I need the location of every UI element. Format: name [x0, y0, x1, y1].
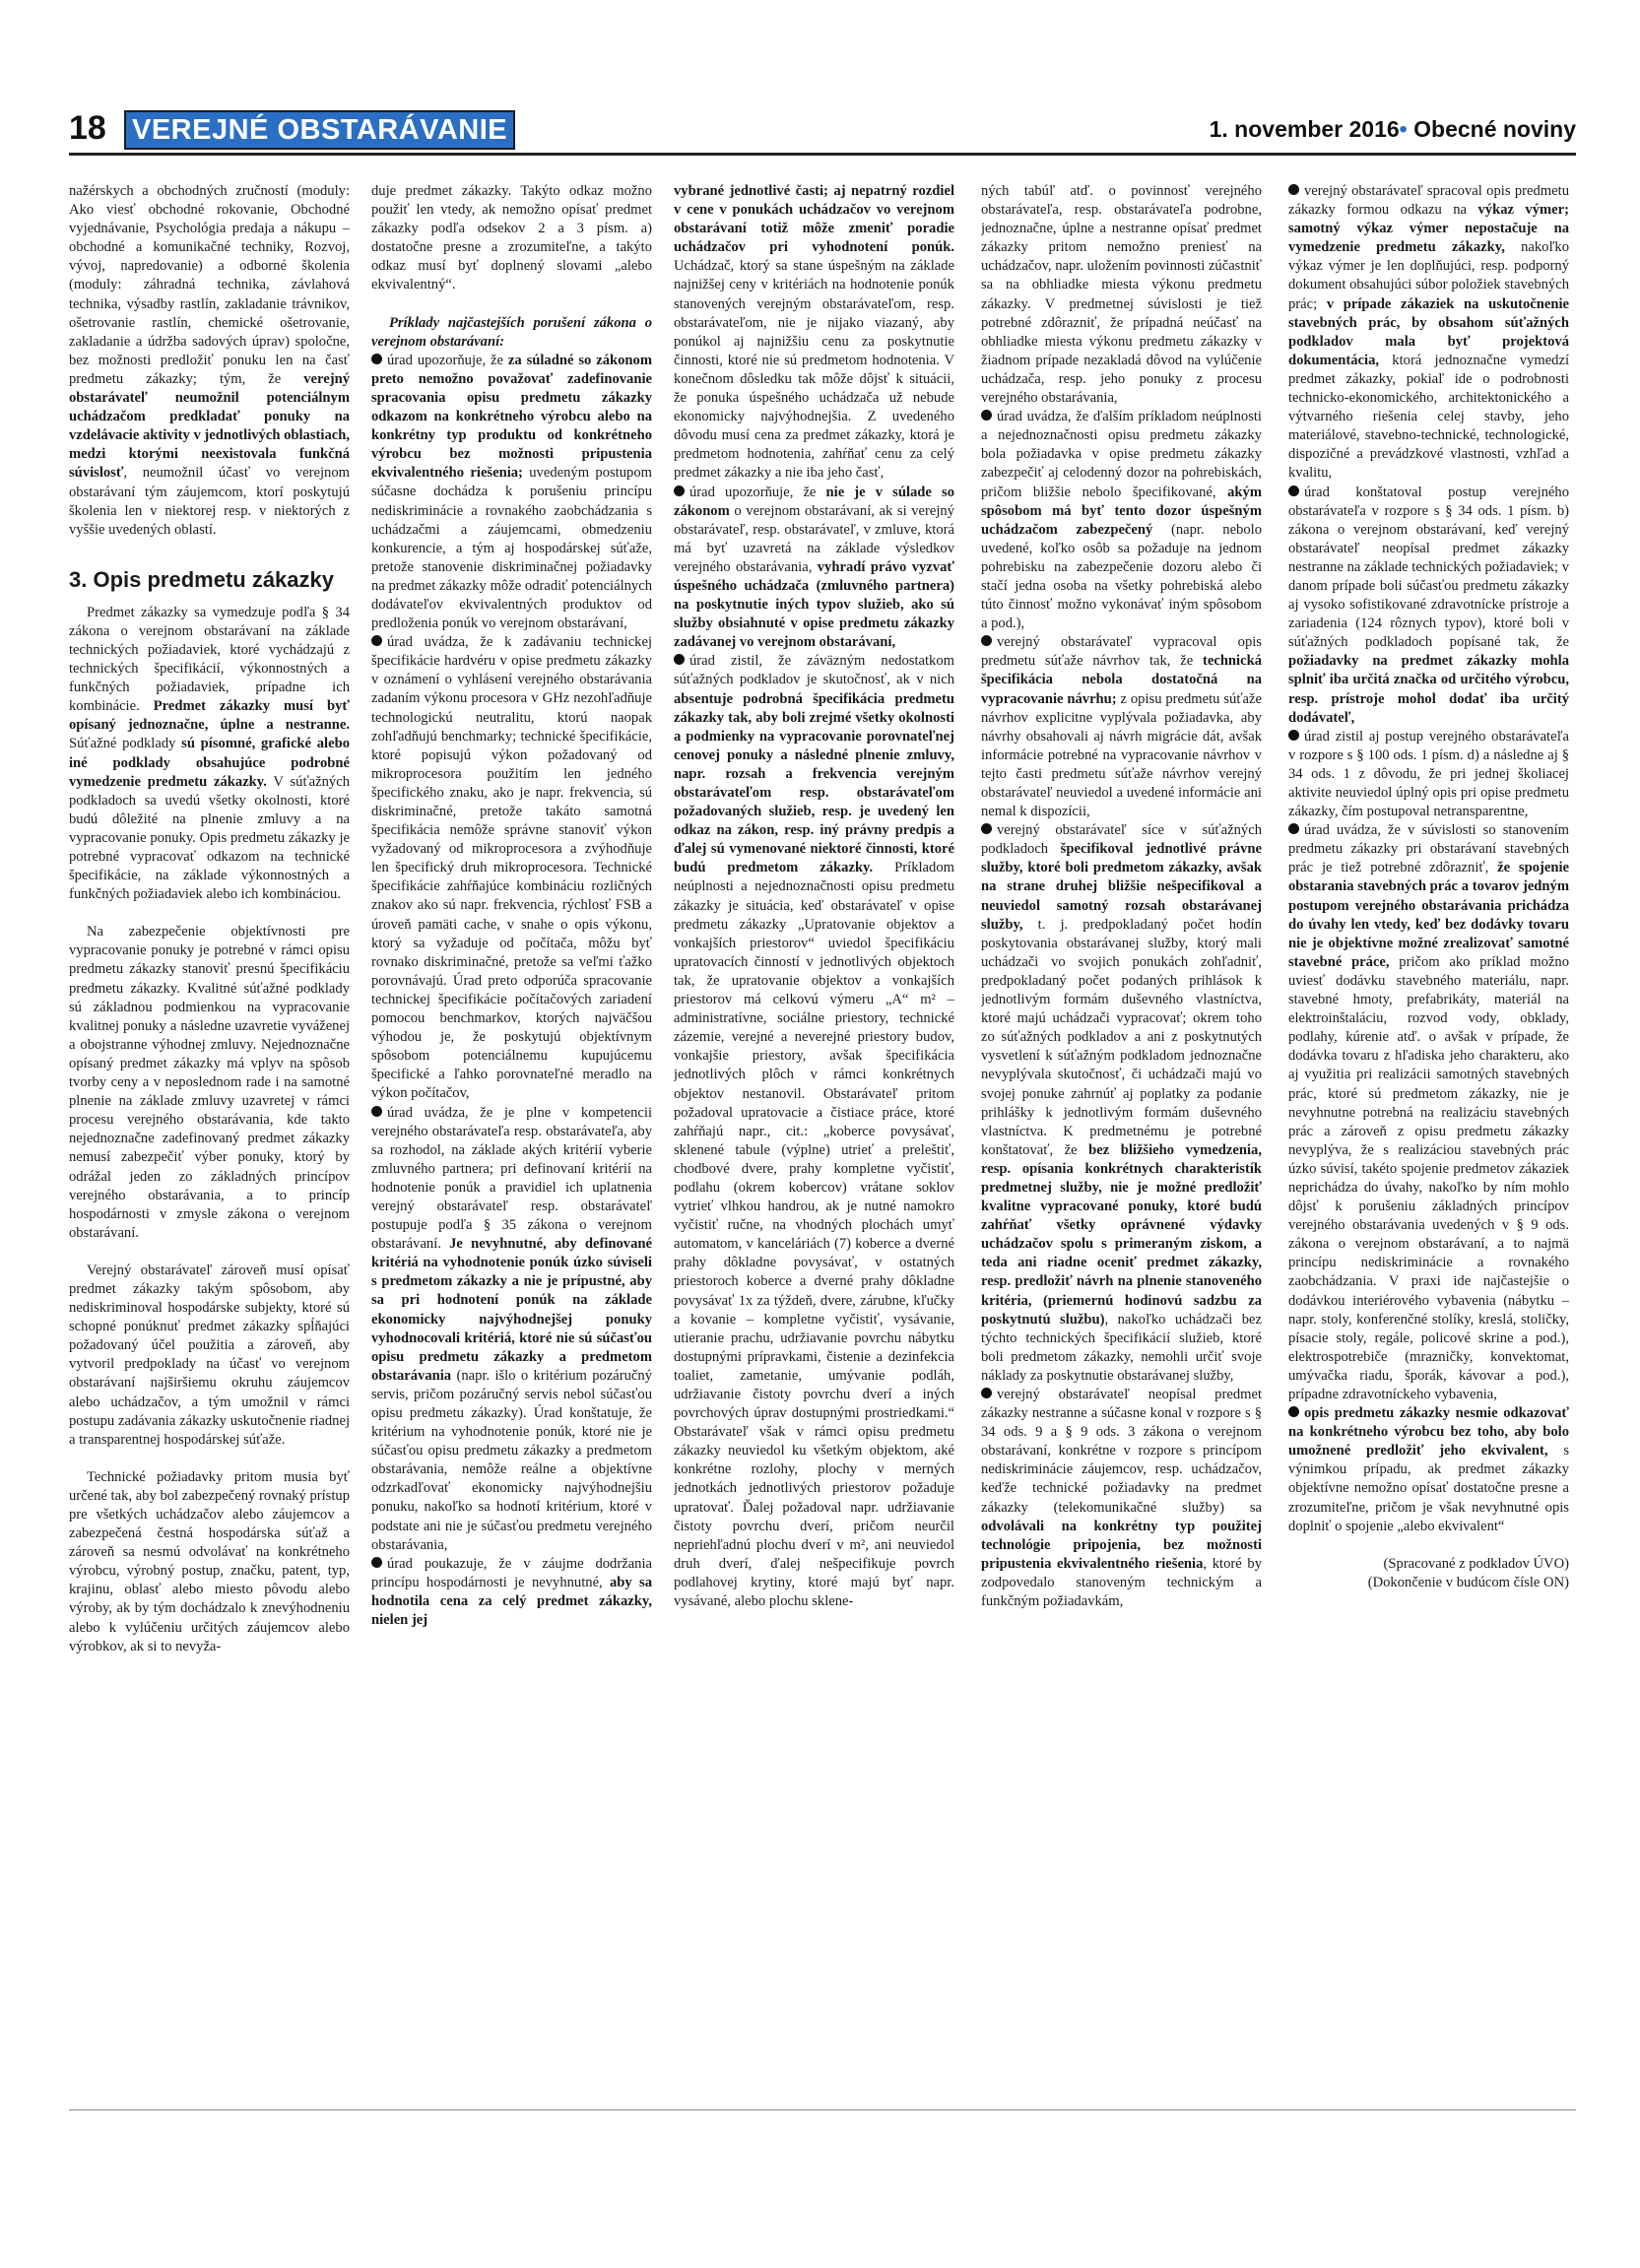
bullet-icon: [371, 635, 382, 646]
bullet-paragraph: úrad upozorňuje, že za súladné so zákonom preto nemožno považovať zadefinovanie spracovania opisu predmetu zákazky odkazom na konkrétneho výrobcu alebo na konkrétny typ produktu od konkrétneho výrobcu bez možnosti pripustenia ekvivalentného riešenia; uvedeným postupom súčasne dochádza k porušeniu princípu nediskriminácie a rovnakého zaobchádzania s uchádzačmi a záujemcami, obmedzeniu konkurencie, a tým aj hospodárskej súťaže, pretože stanovenie diskriminačnej požiadavky na predmet zákazky môže odradiť potenciálnych dodávateľov ekvivalentných produktov od predloženia ponúk vo verejnom obstarávaní,: [371, 352, 652, 632]
subheading: 3. Opis predmetu zákazky: [69, 566, 334, 592]
bullet-icon: [371, 1106, 382, 1117]
bullet-icon: [1288, 730, 1299, 741]
article-column-2: [371, 182, 652, 2103]
publication-name: Obecné noviny: [1413, 116, 1576, 142]
bullet-paragraph: verejný obstarávateľ vypracoval opis predmetu súťaže návrhov tak, že technická špecifikácia nebola dostatočná na vypracovanie návrhu; z opisu predmetu súťaže návrhov explicitne vyplývala požiadavka, aby návrhy obsahovali aj návrh migrácie dát, avšak informácie potrebné na vypracovanie návrhov v tejto časti predmetu súťaže návrhov verejný obstarávateľ neuviedol a uvedené informácie ani nemal k dispozícii,: [981, 634, 1262, 820]
bullet-paragraph: úrad uvádza, že ďalším príkladom neúplnosti a nejednoznačnosti opisu predmetu zákazky bola požiadavka v opise predmetu zákazky zabezpečiť aj celodenný dozor na pohrebiskách, pričom bližšie nebolo špecifikované, akým spôsobom má byť tento dozor úspešným uchádzačom zabezpečený (napr. nebolo uvedené, koľko osôb sa požaduje na jednom pohrebisku na zabezpečenie dozoru alebo či stačí jedna osoba na všetky pohrebiská alebo túto činnosť možno vykonávať iným spôsobom a pod.),: [981, 409, 1262, 632]
footer-rule: [69, 2109, 1576, 2110]
bullet-paragraph: úrad uvádza, že v súvislosti so stanovením predmetu zákazky pri obstarávaní stavebných prác je tiež potrebné zdôrazniť, že spojenie obstarania stavebných prác a tovarov jedným postupom verejného obstarávania prichádza do úvahy len vtedy, keď bez dodávky tovaru nie je objektívne možné zrealizovať samotné stavebné práce, pričom ako príklad možno uviesť dodávku stavebného materiálu, napr. stavebné hmoty, prefabrikáty, materiál na elektroinštaláciu, rozvod vody, obklady, podlahy, kúrenie atď. o avšak v prípade, že dodávka tovaru z hľadiska jeho charakteru, ako aj využitia pri realizácii samotných stavebných prác, ktoré sú predmetom zákazky, nie je nevyhnutne potrebná na realizáciu stavebných prác a zároveň z opisu predmetu zákazky nevyplýva, že s realizáciou stavebných prác úzko súvisí, takéto spojenie predmetov zákaziek neprichádza do úvahy, nakoľko by ním mohlo dôjsť k porušeniu základných princípov verejného obstarávania uvedených v § 9 ods. zákona o verejnom obstarávaní, a to najmä princípu nediskriminácie a rovnakého zaobchádzania. V praxi ide najčastejšie o dodávkou interiérového vybavenia (nábytku – napr. stoly, konferenčné stolíky, kreslá, stoličky, písacie stoly, regále, policové skrine a pod.), elektrospotrebiče (mrazničky, konvektomat, umývačka riadu, šporák, kávovar a pod.), prípadne zdravotníckeho vybavenia,: [1288, 822, 1569, 1402]
bullet-paragraph: úrad zistil aj postup verejného obstarávateľa v rozpore s § 100 ods. 1 písm. d) a následne aj § 34 ods. 1 z dôvodu, že pri jednej školiacej aktivite neuviedol úplný opis pri opise predmetu zákazky, čím postupoval netransparentne,: [1288, 728, 1569, 820]
paragraph: nažérskych a obchodných zručností (moduly: Ako viesť obchodné rokovanie, Obchodné vyjednávanie, Psychológia predaja a nákupu – obchodné a komunikačné techniky, Rozvoj, vývoj, napredovanie) a odborné školenia (moduly: záhradná technika, závlahová technika, výsadby rastlín, zakladanie trávnikov, ošetrovanie rastlín, chemické ošetrovanie, zakladanie a údržba sadových úprav) spoločne, bez možnosti predložiť ponuku len na časť predmetu zákazky; tým, že verejný obstarávateľ neumožnil potenciálnym uchádzačom predkladať ponuky na vzdelávacie aktivity v jednotlivých oblastiach, medzi ktorými neexistovala funkčná súvislosť, neumožnil účasť vo verejnom obstarávaní tým záujemcom, ktorí poskytujú školenia len v niektorej resp. v niektorých z vyššie uvedených oblastí.: [69, 183, 350, 538]
bullet-paragraph: verejný obstarávateľ síce v súťažných podkladoch špecifikoval jednotlivé právne služby, ktoré boli predmetom zákazky, avšak na strane druhej bližšie nešpecifikoval a neuviedol samotný rozsah obstarávanej služby, t. j. predpokladaný počet hodín poskytovania obstarávanej služby, ktorý mali uchádzači vo svojich ponukách zohľadniť, predpokladaný počet podaných prihlások k jednotlivým formám duševného vlastníctva, ktoré majú uchádzači vypracovať; okrem toho zo súťažných podkladov a ani z poskytnutých vysvetlení k súťažným podkladom jednoznačne nevyplývala skutočnosť, či uchádzači majú vo svojej ponuke zahrnúť aj poplatky za podanie prihlášky k jednotlivým formám duševného vlastníctva. K predmetnému je potrebné konštatovať, že bez bližšieho vymedzenia, resp. opísania konkrétnych charakteristík predmetnej služby, nie je možné predložiť kvalitne vypracované ponuky, ktoré budú zahŕňať všetky oprávnené výdavky uchádzačov spolu s primeraným ziskom, a teda ani riadne oceniť predmet zákazky, resp. predložiť návrh na plnenie stanoveného kritéria, (priemernú hodinovú sadzbu za poskytnutú službu), nakoľko uchádzači bez týchto technických špecifikácií služieb, ktoré boli predmetom zákazky, nemohli určiť svoje náklady za poskytnutie obstarávanej služby,: [981, 822, 1262, 1384]
issue-date: 1. november 2016: [1209, 116, 1400, 142]
bullet-icon: [371, 1557, 382, 1568]
page-number: 18: [69, 109, 106, 147]
paragraph: (Dokončenie v budúcom čísle ON): [1367, 1574, 1569, 1590]
paragraph: ných tabúľ atď. o povinnosť verejného obstarávateľa, resp. obstarávateľa podrobne, jednoznačne, úplne a nestranne opísať predmet zákazky pritom nemožno preniesť na uchádzačov, napr. uložením povinnosti zúčastniť sa na obhliadke miesta výkonu predmetu zákazky. V predmetnej súvislosti je tiež potrebné zdôrazniť, že prípadná neúčasť na obhliadke miesta výkonu predmetu zákazky v žiadnom prípade nezakladá dôvod na vylúčenie uchádzača, resp. jeho ponuky z procesu verejného obstarávania,: [981, 183, 1262, 407]
section-title: VEREJNÉ OBSTARÁVANIE: [124, 110, 515, 150]
paragraph: (Spracované z podkladov ÚVO): [1383, 1555, 1569, 1572]
paragraph: Verejný obstarávateľ zároveň musí opísať predmet zákazky takým spôsobom, aby nediskriminoval hospodárske subjekty, ktoré sú schopné ponúknuť predmet zákazky spĺňajúci požadovaný účel použitia a zároveň, aby vytvoril predpoklady na účasť vo verejnom obstarávaní najširšiemu okruhu záujemcov alebo uchádzačov, a tým umožnil v rámci postupu zadávania zákazky uskutočnenie riadnej a transparentnej hospodárskej súťaže.: [69, 1262, 350, 1448]
bullet-icon: [981, 635, 992, 646]
bullet-icon: [371, 354, 382, 364]
paragraph: Na zabezpečenie objektívnosti pre vypracovanie ponuky je potrebné v rámci opisu predmetu zákazky stanoviť presnú špecifikáciu predmetu zákazky. Kvalitné súťažné podklady sú základnou podmienkou na vypracovanie kvalitnej ponuky a následne uzavretie vyváženej a obojstranne výhodnej zmluvy. Nejednoznačne opísaný predmet zákazky má vplyv na spôsob tvorby ceny a v neposlednom rade i na samotné plnenie na základe zmluvy uzavretej v rámci procesu verejného obstarávania, kde takto nejednoznačne zadefinovaný predmet zákazky nemusí zabezpečiť výber ponuky, ktorý by odrážal jeden zo základných princípov verejného obstarávania, a to princíp hospodárnosti v zmysle zákona o verejnom obstarávaní.: [69, 924, 350, 1241]
bullet-icon: [674, 654, 685, 665]
bullet-paragraph: verejný obstarávateľ neopísal predmet zákazky nestranne a súčasne konal v rozpore s § 34 ods. 9 a § 9 ods. 3 zákona o verejnom obstarávaní, konkrétne v rozpore s princípom nediskriminácie záujemcov, resp. uchádzačov, keďže technické požiadavky na predmet zákazky (telekomunikačné služby) sa odvolávali na konkrétny typ použitej technológie pripojenia, bez možnosti pripustenia ekvivalentného riešenia, ktoré by zodpovedalo stanoveným technickým a funkčným požiadavkám,: [981, 1387, 1262, 1610]
article-column-3: [674, 182, 954, 2103]
article-column-1: [69, 182, 350, 2103]
bullet-icon: [981, 823, 992, 834]
bullet-paragraph: úrad uvádza, že je plne v kompetencii verejného obstarávateľa resp. obstarávateľa, aby sa rozhodol, na základe akých kritérií vyberie zmluvného partnera; pri definovaní kritérií na hodnotenie ponúk a pravidiel ich uplatnenia verejný obstarávateľ resp. obstarávateľ postupuje podľa § 35 zákona o verejnom obstarávaní. Je nevyhnutné, aby definované kritériá na vyhodnotenie ponúk úzko súviseli s predmetom zákazky a nie je prípustné, aby sa pri hodnotení ponúk na základe ekonomicky najvýhodnejšej ponuky vyhodnocovali kritériá, ktoré nie sú súčasťou opisu predmetu zákazky a predmetom obstarávania (napr. išlo o kritérium pozáručný servis, pričom pozáručný servis nebol súčasťou opisu predmetu zákazky). Úrad konštatuje, že kritérium na vyhodnotenie ponúk, ktoré nie je súčasťou opisu predmetu zákazky a predmetom obstarávania, nemôže reálne a objektívne odzrkadľovať ekonomicky najvýhodnejšiu ponuku, nakoľko sa hodnotí kritérium, ktoré v podstate ani nie je súčasťou predmetu verejného obstarávania,: [371, 1104, 652, 1553]
article-column-4: [981, 182, 1262, 2103]
bullet-paragraph: úrad poukazuje, že v záujme dodržania princípu hospodárnosti je nevyhnutné, aby sa hodnotila cena za celý predmet zákazky, nielen jej: [371, 1555, 652, 1629]
paragraph: duje predmet zákazky. Takýto odkaz možno použiť len vtedy, ak nemožno opísať predmet zákazky podľa odsekov 2 a 3 písm. a) dostatočne presne a zrozumiteľne, a takýto odkaz musí byť doplnený slovami „alebo ekvivalentný“.: [371, 183, 652, 293]
bullet-paragraph: verejný obstarávateľ spracoval opis predmetu zákazky formou odkazu na výkaz výmer; samotný výkaz výmer nepostačuje na vymedzenie predmetu zákazky, nakoľko výkaz výmer je len doplňujúci, resp. podporný dokument obsahujúci súbor položiek stavebných prác; v prípade zákaziek na uskutočnenie stavebných prác, by obsahom súťažných podkladov mala byť projektová dokumentácia, ktorá jednoznačne vymedzí predmet zákazky, pokiaľ ide o podrobnosti technicko-ekonomického, architektonického a výtvarného riešenia celej stavby, jeho materiálové, stavebno-technické, technologické, dispozičné a prevádzkové vlastnosti, vzhľad a kvalitu,: [1288, 183, 1569, 482]
bullet-paragraph: úrad uvádza, že k zadávaniu technickej špecifikácie hardvéru v opise predmetu zákazky v oznámení o vyhlásení verejného obstarávania zadaním výkonu procesora v GHz nezohľadňuje technologickú neutralitu, ktorú naopak zohľadňujú benchmarky; technické špecifikácie, ktoré popisujú výkon požadovaný od mikroprocesora použitím len jedného špecifického znaku, ako je napr. frekvencia, sú diskriminačné, pretože takáto samotná špecifikácia nemôže správne stanoviť výkon vyžadovaný od mikroprocesora a zvýhodňuje len špecifický druh mikroprocesora. Technické špecifikácie zahŕňajúce kombináciu rozličných znakov ako sú napr. frekvencia, rýchlosť FSB a úroveň pamäti cache, v snahe o opis výkonu, ktorý sa vyžaduje od počítača, môžu byť rovnako diskriminačné, pretože sa veľmi ťažko porovnávajú. Úrad preto odporúča spracovanie technickej špecifikácie počítačových zariadení pomocou benchmarkov, ktorých najväčšou výhodou je, že poskytujú objektívnym spôsobom potenciálnemu kupujúcemu špecifické a ľahko porovnateľné meradlo na výkon počítačov,: [371, 634, 652, 1102]
bullet-icon: [1288, 823, 1299, 834]
bullet-paragraph: úrad konštatoval postup verejného obstarávateľa v rozpore s § 34 ods. 1 písm. b) zákona o verejnom obstarávaní, keď verejný obstarávateľ neopísal predmet zákazky nestranne na základe technických požiadaviek; v danom prípade boli súčasťou predmetu zákazky aj vysoko sofistikované zdravotnícke prístroje a zariadenia (124 rôznych typov), ktoré boli v súťažných podkladoch popísané tak, že požiadavky na predmet zákazky mohla splniť iba určitá značka od určitého výrobcu, resp. prístroje mohol dodať iba určitý dodávateľ,: [1288, 484, 1569, 726]
article-column-5: [1288, 182, 1569, 2103]
paragraph: Príklady najčastejších porušení zákona o verejnom obstarávaní:: [371, 314, 652, 350]
paragraph: Predmet zákazky sa vymedzuje podľa § 34 zákona o verejnom obstarávaní na základe technických požiadaviek, ktoré vychádzajú z technických špecifikácií, výkonnostných a funkčných požiadaviek, prípadne ich kombinácie. Predmet zákazky musí byť opísaný jednoznačne, úplne a nestranne. Súťažné podklady sú písomné, grafické alebo iné podklady obsahujúce podrobné vymedzenie predmetu zákazky. V súťažných podkladoch sa uvedú všetky okolnosti, ktoré budú dôležité na plnenie zmluvy a na vypracovanie ponuky. Opis predmetu zákazky je potrebné vypracovať odkazom na technické špecifikácie, na základe výkonnostných a funkčných požiadaviek alebo ich kombináciou.: [69, 604, 350, 903]
bullet-icon: [1288, 184, 1299, 195]
header-rule: [69, 153, 1576, 156]
bullet-icon: [1288, 1406, 1299, 1417]
separator-dot: •: [1399, 116, 1408, 142]
bullet-icon: [1288, 486, 1299, 496]
bullet-icon: [674, 486, 685, 496]
paragraph: Technické požiadavky pritom musia byť určené tak, aby bol zabezpečený rovnaký prístup pre všetkých uchádzačov alebo záujemcov a zabezpečená čestná hospodárska súťaž a zároveň sa nesmú odvolávať na konkrétneho výrobcu, výrobný postup, značku, patent, typ, krajinu, oblasť alebo miesto pôvodu alebo výroby, ak by tým dochádzalo k znevýhodneniu alebo k vylúčeniu určitých záujemcov alebo výrobkov, ak si to nevyža-: [69, 1468, 350, 1654]
bullet-icon: [981, 410, 992, 421]
paragraph: vybrané jednotlivé časti; aj nepatrný rozdiel v cene v ponukách uchádzačov vo verejnom obstarávaní totiž môže zmeniť poradie uchádzačov pri vyhodnotení ponúk. Uchádzač, ktorý sa stane úspešným na základe najnižšej ceny v kritériách na hodnotenie ponúk stanovených verejným obstarávateľom, resp. obstarávateľom, nie je nijako viazaný, aby ponúkol aj najnižšiu cenu za poskytnutie činnosti, ktoré nie sú predmetom hodnotenia. V konečnom dôsledku tak môže dôjsť k situácii, že ponuka úspešného uchádzača už nebude ekonomicky najvýhodnejšia. Z uvedeného dôvodu musí cena za predmet zákazky, ktorá je predmetom hodnotenia, zahŕňať cenu za celý predmet zákazky a nie iba jeho časť,: [674, 183, 954, 482]
bullet-paragraph: opis predmetu zákazky nesmie odkazovať na konkrétneho výrobcu bez toho, aby bolo umožnené predložiť jeho ekvivalent, s výnimkou prípadu, ak predmet zákazky objektívne nemožno opísať dostatočne presne a zrozumiteľne, pričom je však nevyhnutné opis doplniť o spojenie „alebo ekvivalent“: [1288, 1405, 1569, 1534]
bullet-icon: [981, 1388, 992, 1398]
bullet-paragraph: úrad zistil, že záväzným nedostatkom súťažných podkladov je skutočnosť, ak v nich absentuje podrobná špecifikácia predmetu zákazky tak, aby boli zrejmé všetky okolnosti a podmienky na vypracovanie porovnateľnej cenovej ponuky a následné plnenie zmluvy, napr. rozsah a frekvencia verejným obstarávateľom resp. obstarávateľom požadovaných služieb, resp. je uvedený len odkaz na zákon, resp. iný právny predpis a ďalej sú vymenované niektoré činnosti, ktoré budú predmetom zákazky. Príkladom neúplnosti a nejednoznačnosti opisu predmetu zákazky je situácia, keď obstarávateľ v opise predmetu zákazky „Upratovanie objektov a vonkajších priestorov“ uviedol špecifikáciu upratovacích činností v jednotlivých objektoch tak, že upratovanie objektov a vonkajších priestorov má celkovú výmeru „A“ m² – administratívne, sociálne priestory, technické zázemie, verejné a neverejné priestory budov, vonkajšie priestory, avšak špecifikácia jednotlivých plôch v rámci konkrétnych objektov nestanovil. Obstarávateľ pritom požadoval upratovacie a čistiace práce, ktoré zahŕňajú napr., cit.: „koberce povysávať, sklenené tabule (výplne) utrieť a preleštiť, chodbové dvere, prahy kompletne vyčistiť, podlahu (okrem kobercov) vrátane soklov vytrieť vlhkou handrou, ak je nutné namokro vyčistiť ručne, na vhodných plochách umyť automatom, v kanceláriách (7) koberce a dverné prahy dôkladne povysávať, v ostatných priestoroch koberce a dverné prahy dôkladne povysávať 1x za týždeň, dvere, zárubne, kľučky a kovanie – kompletne vyčistiť, vysávanie, utieranie prachu, udržiavanie povrchu nábytku dostupnými prípravkami, čistenie a dezinfekcia toaliet, zametanie, umývanie podláh, udržiavanie čistoty povrchu dverí a iných povrchových úprav dostupnými prostriedkami.“ Obstarávateľ však v rámci opisu predmetu zákazky neuviedol ku všetkým objektom, aké konkrétne rozlohy, plochy v merných jednotkách jednotlivých priestorov požaduje upratovať. Ďalej požadoval napr. udržiavanie čistoty povrchu dverí, pričom neurčil nepriehľadnú plochu dverí v m², ani neuviedol druh dverí, ďalej nešpecifikuje povrch podlahovej krytiny, ktoré majú byť napr. vysávané, alebo plochu sklene-: [674, 653, 954, 1610]
issue-info: [1210, 112, 1576, 146]
page-header: [69, 108, 1576, 152]
bullet-paragraph: úrad upozorňuje, že nie je v súlade so zákonom o verejnom obstarávaní, ak si verejný obstarávateľ, resp. obstarávateľ, v zmluve, ktorá má byť uzavretá na základe výsledkov verejného obstarávania, vyhradí právo vyzvať úspešného uchádzača (zmluvného partnera) na poskytnutie iných typov služieb, ako sú služby obsiahnuté v opise predmetu zákazky zadávanej vo verejnom obstarávaní,: [674, 484, 954, 651]
